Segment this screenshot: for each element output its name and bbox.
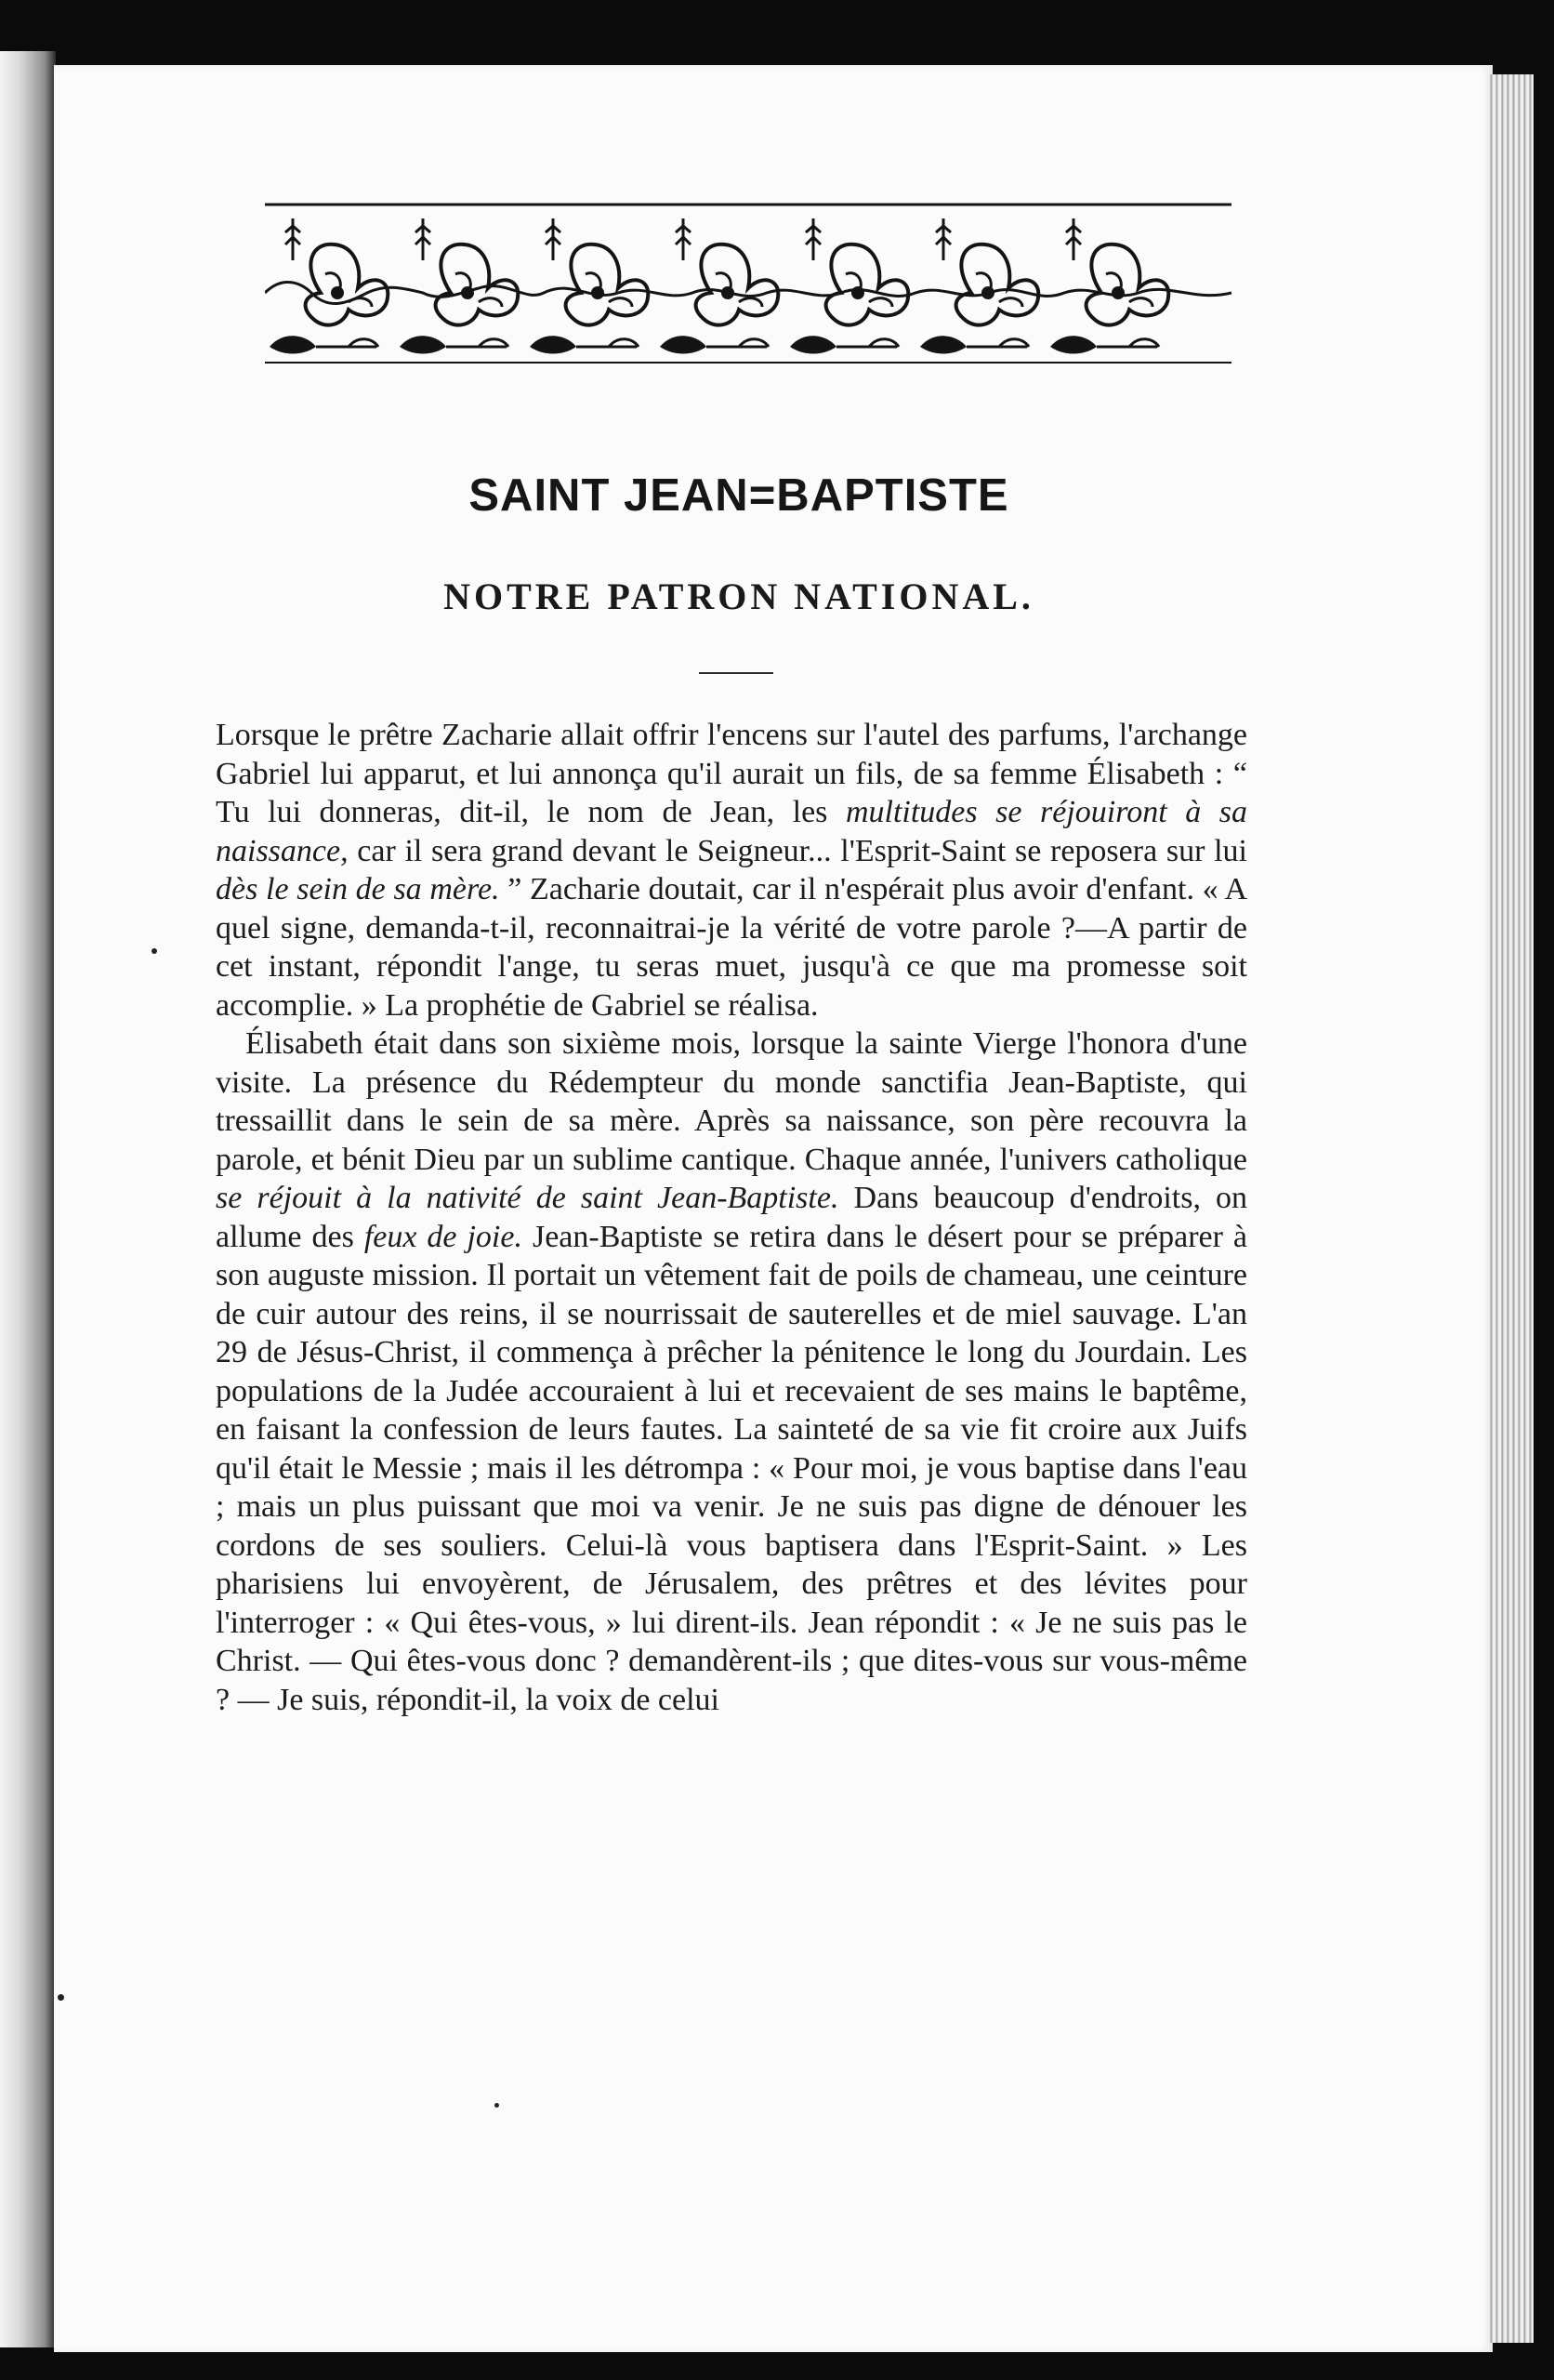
article-body bbox=[216, 716, 1247, 1719]
italic-run: dès le sein de sa mère. bbox=[216, 872, 500, 906]
scan-speck bbox=[151, 948, 157, 954]
text-run: Dans beaucoup d'endroits, on allume des bbox=[216, 1181, 1247, 1254]
paragraph bbox=[216, 716, 1247, 1025]
page-edges bbox=[1487, 74, 1534, 2343]
page-subtitle: NOTRE PATRON NATIONAL. bbox=[443, 575, 1034, 617]
floral-ornament-icon bbox=[265, 200, 1231, 372]
book-spine-shadow bbox=[0, 51, 56, 2347]
page-title: SAINT JEAN=BAPTISTE bbox=[468, 470, 1009, 521]
scan-speck bbox=[494, 2103, 499, 2108]
title-divider bbox=[699, 672, 773, 674]
text-run: car il sera grand devant le Seigneur... l'Esprit-Saint se reposera sur lui bbox=[348, 833, 1247, 868]
text-run: Lorsque le prêtre Zacharie allait offrir l'encens sur l'autel des parfums, l'archange Gabriel lui apparut, et lui annonça qu'il aurait un fils, de sa femme Élisabeth : “ Tu lui donneras, dit-il, le nom de Jean, les bbox=[216, 718, 1247, 829]
italic-run: feux de joie. bbox=[363, 1219, 522, 1254]
paragraph bbox=[216, 1025, 1247, 1719]
text-run: Élisabeth était dans son sixième mois, lorsque la sainte Vierge l'honora d'une visite. La présence du Rédempteur du monde sanctifia Jean-Baptiste, qui tressaillit dans le sein de sa mère. Après sa naissance, son père recouvra la parole, et bénit Dieu par un sublime cantique. Chaque année, l'univers catholique bbox=[216, 1026, 1247, 1177]
text-run: ” Zacharie doutait, car il n'espérait plus avoir d'enfant. « A quel signe, demanda-t-il, reconnaitrai-je la vérité de votre parole ?—A partir de cet instant, répondit l'ange, tu seras muet, jusqu'à ce que ma promesse soit accomplie. » La prophétie de Gabriel se réalisa. bbox=[216, 872, 1248, 1023]
italic-run: multitudes se réjouiront à sa naissance, bbox=[216, 795, 1247, 868]
italic-run: se réjouit à la nativité de saint Jean-Baptiste. bbox=[216, 1181, 839, 1215]
floral-header-ornament bbox=[265, 200, 1231, 372]
text-run: Jean-Baptiste se retira dans le désert pour se préparer à son auguste mission. Il portait un vêtement fait de poils de chameau, une ceinture de cuir autour des reins, il se nourrissait de sauterelles et de miel sauvage. L'an 29 de Jésus-Christ, il commença à prêcher la pénitence le long du Jourdain. Les populations de la Judée accouraient à lui et recevaient de ses mains le baptême, en faisant la confession de leurs fautes. La sainteté de sa vie fit croire aux Juifs qu'il était le Messie ; mais il les détrompa : « Pour moi, je vous baptise dans l'eau ; mais un plus puissant que moi va venir. Je ne suis pas digne de dénouer les cordons de ses souliers. Celui-là vous baptisera dans l'Esprit-Saint. » Les pharisiens lui envoyèrent, de Jérusalem, des prêtres et des lévites pour l'interroger : « Qui êtes-vous, » lui dirent-ils. Jean répondit : « Je ne suis pas le Christ. — Qui êtes-vous donc ? demandèrent-ils ; que dites-vous sur vous-même ? — Je suis, répondit-il, la voix de celui bbox=[216, 1219, 1248, 1717]
scan-speck bbox=[58, 1994, 64, 2001]
